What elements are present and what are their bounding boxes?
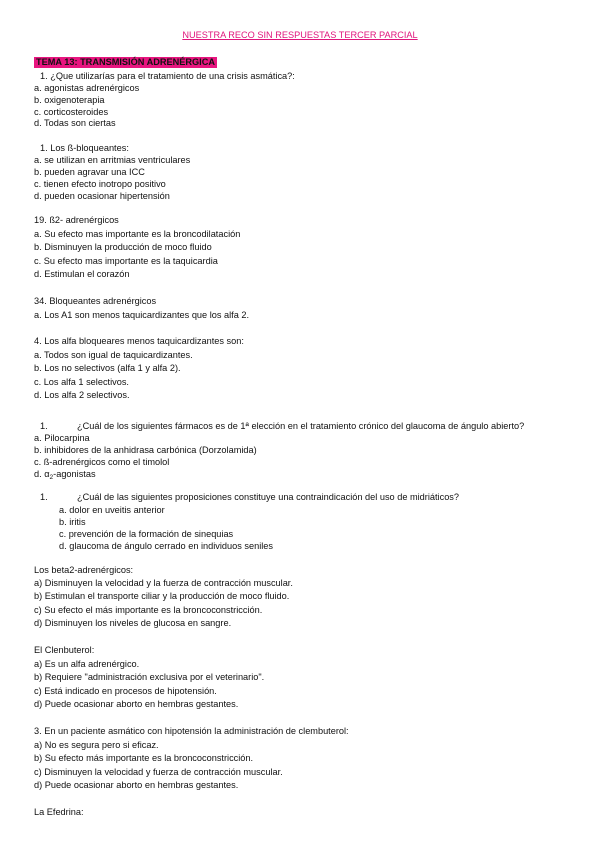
question-text: 1. ¿Que utilizarías para el tratamiento de una crisis asmática?: — [40, 71, 295, 81]
answer-option: d) Disminuyen los niveles de glucosa en sangre. — [34, 618, 232, 628]
answer-option: d. Todas son ciertas — [34, 118, 116, 128]
answer-option: b) Su efecto más importante es la broncoconstricción. — [34, 753, 254, 763]
answer-option: a. Todos son igual de taquicardizantes. — [34, 350, 193, 360]
answer-option: a. Los A1 son menos taquicardizantes que los alfa 2. — [34, 310, 250, 320]
answer-option: c. Su efecto mas importante es la taquicardia — [34, 256, 218, 266]
answer-option: b. inhibidores de la anhidrasa carbónica (Dorzolamida) — [34, 445, 257, 455]
answer-option: a) Disminuyen la velocidad y la fuerza de contracción muscular. — [34, 578, 293, 588]
question-text: ¿Cuál de los siguientes fármacos es de 1ª elección en el tratamiento crónico del glaucoma de ángulo abierto? — [77, 421, 525, 431]
answer-option — [34, 469, 96, 481]
option-d-suffix: -agonistas — [53, 469, 96, 479]
answer-option: c. ß-adrenérgicos como el timolol — [34, 457, 170, 467]
answer-option: b. pueden agravar una ICC — [34, 167, 145, 177]
topic-heading: TEMA 13: TRANSMISIÓN ADRENÉRGICA — [36, 57, 215, 67]
answer-option: b. Disminuyen la producción de moco fluido — [34, 242, 212, 252]
question-text: 34. Bloqueantes adrenérgicos — [34, 296, 157, 306]
answer-option: c. tienen efecto inotropo positivo — [34, 179, 166, 189]
answer-option: b. Los no selectivos (alfa 1 y alfa 2). — [34, 363, 181, 373]
answer-option: d. Estimulan el corazón — [34, 269, 130, 279]
answer-option: d. Los alfa 2 selectivos. — [34, 390, 130, 400]
question-text: 4. Los alfa bloqueares menos taquicardizantes son: — [34, 336, 244, 346]
question-text: El Clenbuterol: — [34, 645, 95, 655]
subscript: 2 — [49, 474, 54, 481]
answer-option: d) Puede ocasionar aborto en hembras gestantes. — [34, 780, 239, 790]
answer-option: c. Los alfa 1 selectivos. — [34, 377, 129, 387]
answer-option: c) Disminuyen la velocidad y fuerza de contracción muscular. — [34, 767, 283, 777]
answer-option: a. se utilizan en arritmias ventriculares — [34, 155, 191, 165]
answer-option: b. iritis — [59, 517, 86, 527]
question-text: La Efedrina: — [34, 807, 84, 817]
answer-option: d. glaucoma de ángulo cerrado en individuos seniles — [59, 541, 274, 551]
answer-option: a. dolor en uveitis anterior — [59, 505, 165, 515]
question-text: 19. ß2- adrenérgicos — [34, 215, 119, 225]
answer-option: d) Puede ocasionar aborto en hembras gestantes. — [34, 699, 239, 709]
answer-option: c) Su efecto el más importante es la broncoconstricción. — [34, 605, 263, 615]
document-title: NUESTRA RECO SIN RESPUESTAS TERCER PARCIAL — [182, 30, 418, 40]
answer-option: c. prevención de la formación de sinequias — [59, 529, 234, 539]
question-number: 1. — [40, 492, 48, 502]
answer-option: b) Estimulan el transporte ciliar y la producción de moco fluido. — [34, 591, 290, 601]
question-number: 1. — [40, 421, 48, 431]
answer-option: c. corticosteroides — [34, 107, 109, 117]
answer-option: b. oxigenoterapia — [34, 95, 105, 105]
question-text: Los beta2-adrenérgicos: — [34, 565, 134, 575]
question-text: ¿Cuál de las siguientes proposiciones constituye una contraindicación del uso de midriáticos? — [77, 492, 460, 502]
answer-option: a. agonistas adrenérgicos — [34, 83, 140, 93]
answer-option: a) Es un alfa adrenérgico. — [34, 659, 140, 669]
question-text: 1. Los ß-bloqueantes: — [40, 143, 129, 153]
answer-option: c) Está indicado en procesos de hipotensión. — [34, 686, 217, 696]
answer-option: b) Requiere "administración exclusiva por el veterinario". — [34, 672, 265, 682]
answer-option: a. Su efecto mas importante es la broncodilatación — [34, 229, 241, 239]
answer-option: a) No es segura pero si eficaz. — [34, 740, 159, 750]
question-text: 3. En un paciente asmático con hipotensión la administración de clembuterol: — [34, 726, 349, 736]
option-d-prefix: d. α — [34, 469, 50, 479]
answer-option: a. Pilocarpina — [34, 433, 90, 443]
answer-option: d. pueden ocasionar hipertensión — [34, 191, 170, 201]
